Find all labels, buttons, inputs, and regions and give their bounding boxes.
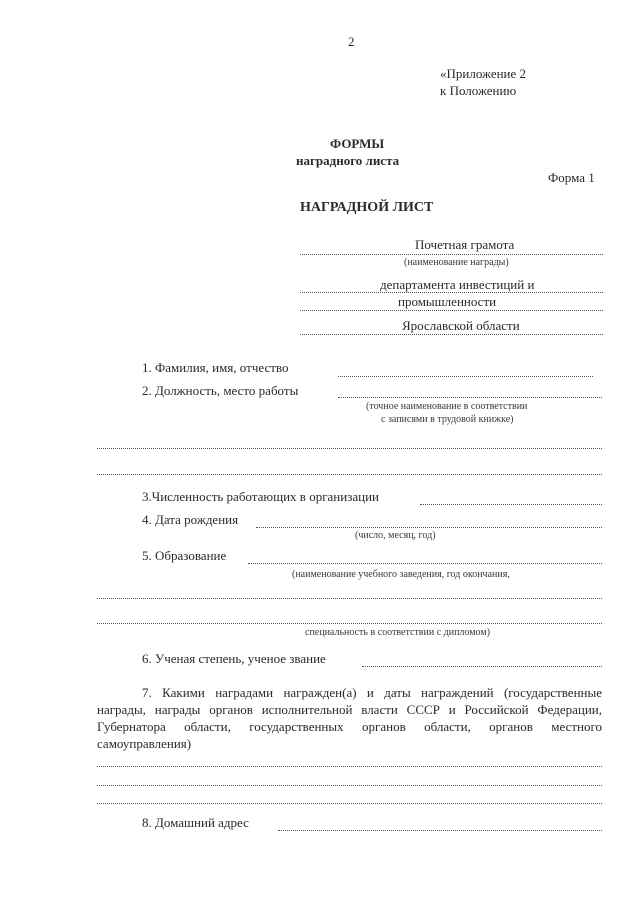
heading-subtitle: наградного листа xyxy=(296,153,400,168)
award-dept-line-1-rule xyxy=(300,292,603,293)
field-2-extra-line-2 xyxy=(97,474,602,475)
field-8-line xyxy=(278,830,602,831)
award-dept-line-1: департамента инвестиций и xyxy=(380,277,535,292)
field-1-label: 1. Фамилия, имя, отчество xyxy=(142,360,289,375)
document-title: НАГРАДНОЙ ЛИСТ xyxy=(300,200,434,215)
award-region-rule xyxy=(300,334,603,335)
award-dept-line-2: промышленности xyxy=(398,294,497,309)
field-3-label: 3.Численность работающих в организации xyxy=(142,489,379,504)
field-5-caption-2: специальность в соответствии с дипломом) xyxy=(305,627,491,638)
field-2-caption-2: с записями в трудовой книжке) xyxy=(381,414,514,425)
field-7-label: 7. Какими наградами награжден(а) и даты награждений (государственные награды, награды органов исполнительной власти СССР и Российской Федерации, Губернатора области, государственных органов области, органов местного самоуправления) xyxy=(97,685,602,751)
field-2-line xyxy=(338,397,602,398)
field-7-line-3 xyxy=(97,803,602,804)
award-name-line xyxy=(300,254,603,255)
field-4-label: 4. Дата рождения xyxy=(142,512,239,527)
award-name-caption: (наименование награды) xyxy=(404,257,509,268)
field-5-label: 5. Образование xyxy=(142,548,227,563)
field-5-extra-line-2 xyxy=(97,623,602,624)
award-dept-line-2-rule xyxy=(300,310,603,311)
award-name: Почетная грамота xyxy=(415,237,515,252)
field-4-line xyxy=(256,527,602,528)
field-2-caption-1: (точное наименование в соответствии xyxy=(366,401,528,412)
field-5-extra-line-1 xyxy=(97,598,602,599)
field-7-line-2 xyxy=(97,785,602,786)
field-7-line-1 xyxy=(97,766,602,767)
field-6-line xyxy=(362,666,602,667)
form-label: Форма 1 xyxy=(548,170,595,185)
field-4-caption: (число, месяц, год) xyxy=(355,530,436,541)
field-5-line xyxy=(248,563,602,564)
field-2-extra-line-1 xyxy=(97,448,602,449)
field-5-caption-1: (наименование учебного заведения, год окончания, xyxy=(292,569,510,580)
heading-forms: ФОРМЫ xyxy=(330,136,385,151)
field-1-line xyxy=(338,376,593,377)
appendix-line-2: к Положению xyxy=(440,83,517,98)
field-8-label: 8. Домашний адрес xyxy=(142,815,249,830)
field-6-label: 6. Ученая степень, ученое звание xyxy=(142,651,326,666)
field-3-line xyxy=(420,504,602,505)
award-region: Ярославской области xyxy=(402,318,520,333)
page-number: 2 xyxy=(348,34,355,49)
field-2-label: 2. Должность, место работы xyxy=(142,383,299,398)
appendix-line-1: «Приложение 2 xyxy=(440,66,527,81)
